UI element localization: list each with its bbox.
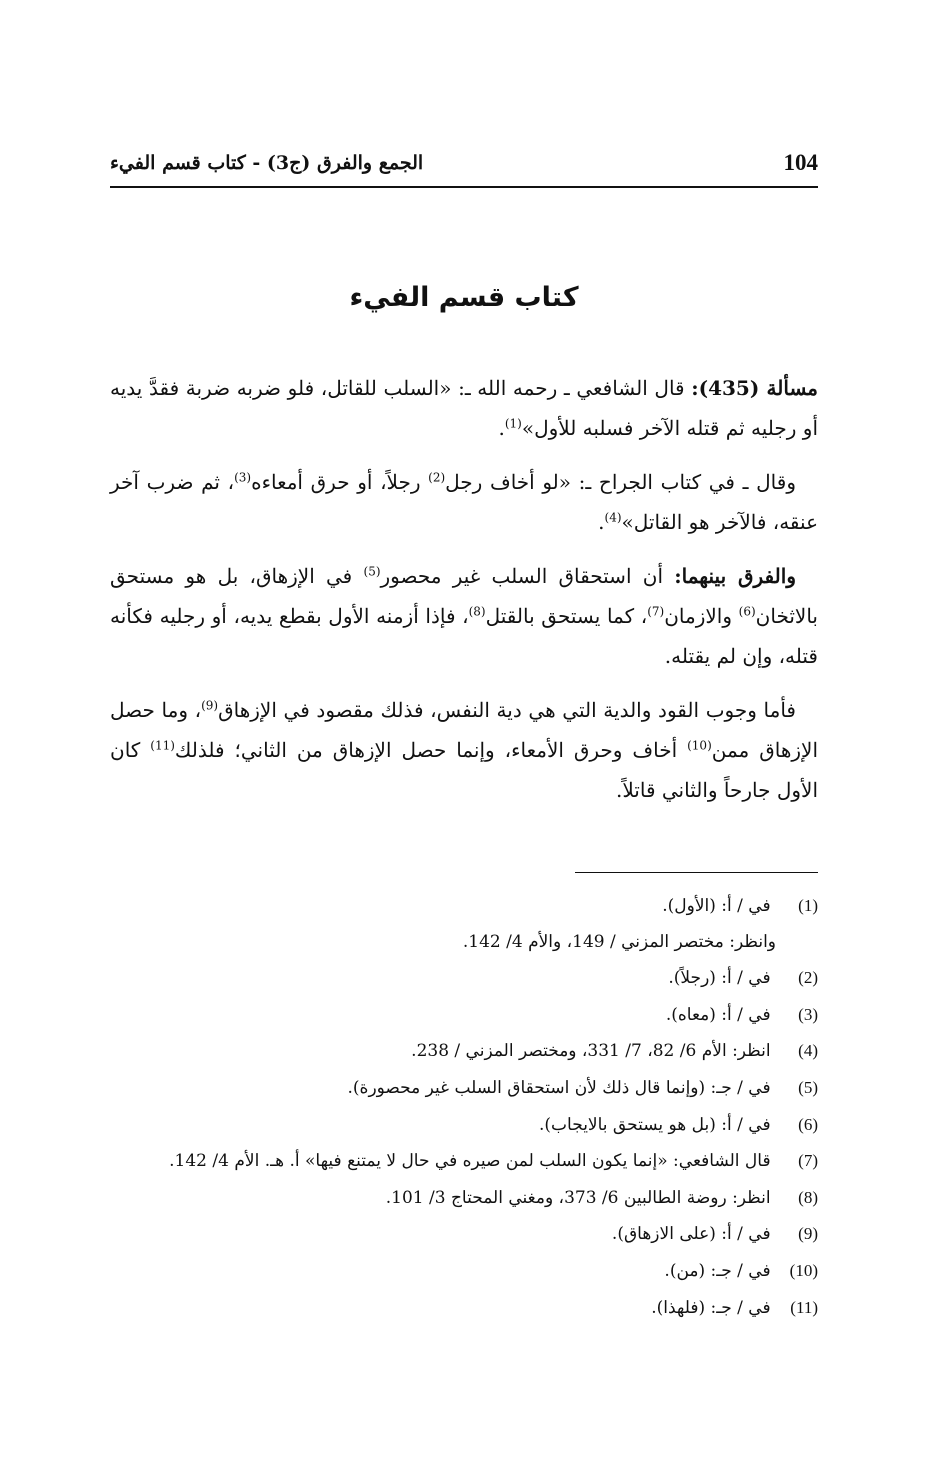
chapter-title: كتاب قسم الفيء <box>349 282 579 313</box>
footnote-rule <box>575 872 818 873</box>
footnote-item <box>100 1290 818 1327</box>
footnote-text: انظر: الأم 6/ 82، 7/ 331، ومختصر المزني / 238. <box>411 1041 771 1062</box>
footnote-number: (6) <box>798 1114 818 1134</box>
question-label: مسألة (435): <box>691 376 818 400</box>
paragraph-text: . <box>598 510 605 534</box>
page-number: 104 <box>783 150 818 175</box>
paragraph-text: فأما وجوب القود والدية التي هي دية النفس، فذلك مقصود في الإزهاق <box>218 698 796 722</box>
footnote-text: في / أ: (رجلاً). <box>668 968 771 989</box>
footnote-text: في / جـ: (من). <box>664 1260 771 1281</box>
paragraph-text: أن استحقاق السلب غير محصور <box>380 564 675 588</box>
paragraph-text: أخاف وحرق الأمعاء، وإنما حصل الإزهاق من الثاني؛ فلذلك <box>174 738 688 762</box>
footnote-item <box>100 1070 818 1107</box>
footnote-text: في / جـ: (وإنما قال ذلك لأن استحقاق السلب غير محصورة). <box>347 1077 771 1098</box>
footnote-subline: وانظر: مختصر المزني / 149، والأم 4/ 142. <box>462 931 776 952</box>
footnote-text: في / أ: (على الازهاق). <box>611 1224 771 1245</box>
paragraph-text: ، ثم ضرب آخر عنقه، فالآخر هو القاتل» <box>110 470 818 534</box>
footnotes <box>100 888 818 1326</box>
footnote-ref: (6) <box>738 604 756 619</box>
footnote-number: (11) <box>790 1297 818 1317</box>
footnote-number: (7) <box>798 1151 818 1171</box>
footnote-ref: (4) <box>604 510 622 525</box>
footnote-item <box>100 1107 818 1144</box>
paragraph-text: . <box>498 416 505 440</box>
difference-label: والفرق بينهما: <box>674 564 796 588</box>
paragraph-question-435 <box>110 368 818 448</box>
footnote-number: (4) <box>798 1041 818 1061</box>
footnote-item <box>100 1216 818 1253</box>
footnote-text: في / جـ: (فلهذا). <box>651 1297 771 1318</box>
main-text <box>110 368 818 824</box>
paragraph-jirah-quote <box>110 462 818 542</box>
footnote-item <box>100 1033 818 1070</box>
footnote-ref: (10) <box>687 738 712 753</box>
paragraph-text: ، كما يستحق بالقتل <box>485 604 648 628</box>
footnote-ref: (8) <box>468 604 486 619</box>
footnote-ref: (2) <box>428 470 446 485</box>
footnote-ref: (11) <box>150 738 175 753</box>
footnote-ref: (5) <box>363 564 381 579</box>
paragraph-difference <box>110 556 818 676</box>
footnote-number: (9) <box>798 1224 818 1244</box>
footnote-number: (3) <box>798 1004 818 1024</box>
footnote-text: في / أ: (بل هو يستحق بالايجاب). <box>539 1114 771 1135</box>
footnote-ref: (3) <box>234 470 252 485</box>
footnote-item <box>100 960 818 997</box>
footnote-text: انظر: روضة الطالبين 6/ 373، ومغني المحتاج 3/ 101. <box>385 1187 771 1208</box>
paragraph-text: رجلاً، أو حرق أمعاءه <box>251 470 429 494</box>
footnote-text: في / أ: (معاه). <box>665 1004 771 1025</box>
footnote-ref: (7) <box>647 604 665 619</box>
footnote-number: (1) <box>798 896 818 915</box>
footnote-item <box>100 997 818 1034</box>
paragraph-text: والازمان <box>664 604 739 628</box>
footnote-item <box>100 1180 818 1217</box>
page-header <box>110 150 818 184</box>
paragraph-text: ، فإذا أزمنه الأول بقطع يديه، أو رجليه فكأنه قتله، وإن لم يقتله. <box>110 604 818 668</box>
footnote-number: (2) <box>798 968 818 988</box>
footnote-ref: (9) <box>201 698 219 713</box>
footnote-number: (10) <box>789 1260 818 1280</box>
footnote-ref: (1) <box>504 416 522 431</box>
paragraph-text: وقال ـ في كتاب الجراح ـ: «لو أخاف رجل <box>445 470 796 494</box>
footnote-item <box>100 1253 818 1290</box>
footnote-item <box>100 1143 818 1180</box>
footnote-number: (5) <box>798 1077 818 1097</box>
paragraph-text: في الإزهاق، بل هو مستحق بالاثخان <box>110 564 818 628</box>
paragraph-text: قال الشافعي ـ رحمه الله ـ: «السلب للقاتل، فلو ضربه ضربة فقدَّ يديه أو رجليه ثم قتله الآخر فسلبه للأول» <box>110 376 818 440</box>
paragraph-text: ، وما حصل الإزهاق ممن <box>110 698 818 762</box>
footnote-text: في / أ: (الأول). <box>662 896 771 916</box>
paragraph-text: كان الأول جارحاً والثاني قاتلاً. <box>110 738 818 802</box>
paragraph-qawad <box>110 690 818 810</box>
header-rule <box>110 186 818 188</box>
footnote-item <box>100 888 818 925</box>
footnote-text: قال الشافعي: «إنما يكون السلب لمن صيره في حال لا يمتنع فيها» أ. هـ. الأم 4/ 142. <box>169 1151 771 1172</box>
footnote-number: (8) <box>798 1187 818 1207</box>
running-head: الجمع والفرق (ج3) - كتاب قسم الفيء <box>110 152 424 174</box>
